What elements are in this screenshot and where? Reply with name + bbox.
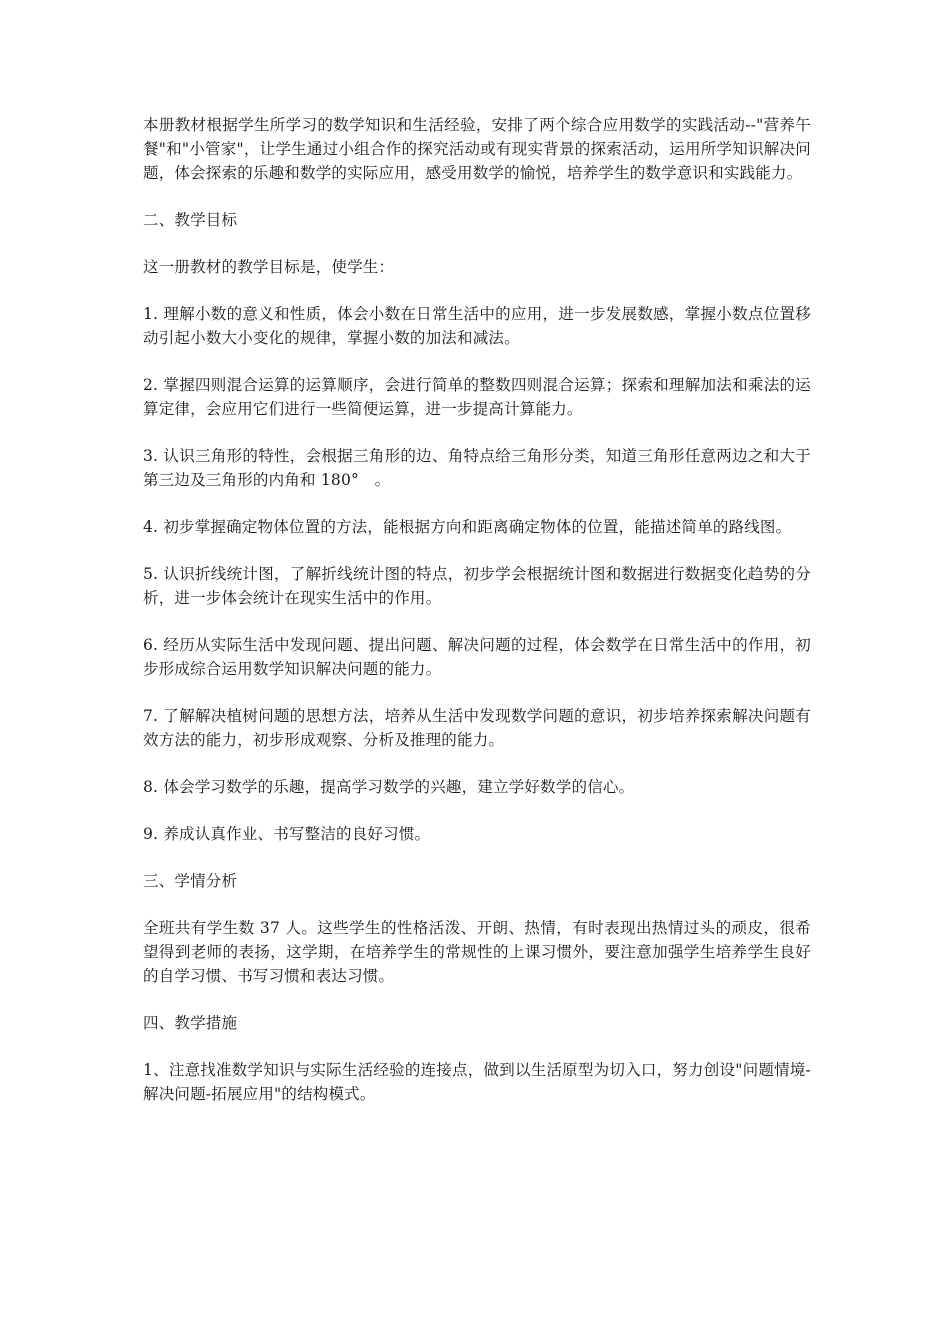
section-heading-teaching-measures: 四、教学措施 <box>143 1014 238 1032</box>
measure-item-1: 1、注意找准数学知识与实际生活经验的连接点，做到以生活原型为切入口，努力创设"问题情境-解决问题-拓展应用"的结构模式。 <box>143 1061 811 1103</box>
section-heading-student-analysis: 三、学情分析 <box>143 872 238 890</box>
goals-lead-paragraph: 这一册教材的教学目标是，使学生： <box>143 258 395 276</box>
goal-item-8: 8. 体会学习数学的乐趣，提高学习数学的兴趣，建立学好数学的信心。 <box>143 778 635 796</box>
intro-paragraph: 本册教材根据学生所学习的数学知识和生活经验，安排了两个综合应用数学的实践活动--"营养午餐"和"小管家"，让学生通过小组合作的探究活动或有现实背景的探索活动，运用所学知识解决问题，体会探索的乐趣和数学的实际应用，感受用数学的愉悦，培养学生的数学意识和实践能力。 <box>143 116 811 182</box>
goal-item-3: 3. 认识三角形的特性，会根据三角形的边、角特点给三角形分类，知道三角形任意两边之和大于第三边及三角形的内角和 180° 。 <box>143 447 811 489</box>
section-heading-teaching-goals: 二、教学目标 <box>143 211 238 229</box>
document-page <box>143 113 811 1129</box>
student-analysis-paragraph: 全班共有学生数 37 人。这些学生的性格活泼、开朗、热情，有时表现出热情过头的顽皮，很希望得到老师的表扬，这学期，在培养学生的常规性的上课习惯外，要注意加强学生培养学生良好的自学习惯、书写习惯和表达习惯。 <box>143 919 811 985</box>
goal-item-2: 2. 掌握四则混合运算的运算顺序，会进行简单的整数四则混合运算；探索和理解加法和乘法的运算定律，会应用它们进行一些简便运算，进一步提高计算能力。 <box>143 376 811 418</box>
goal-item-4: 4. 初步掌握确定物体位置的方法，能根据方向和距离确定物体的位置，能描述简单的路线图。 <box>143 518 792 536</box>
goal-item-9: 9. 养成认真作业、书写整洁的良好习惯。 <box>143 825 431 843</box>
goal-item-5: 5. 认识折线统计图，了解折线统计图的特点，初步学会根据统计图和数据进行数据变化趋势的分析，进一步体会统计在现实生活中的作用。 <box>143 565 811 607</box>
goal-item-6: 6. 经历从实际生活中发现问题、提出问题、解决问题的过程，体会数学在日常生活中的作用，初步形成综合运用数学知识解决问题的能力。 <box>143 636 811 678</box>
goal-item-7: 7. 了解解决植树问题的思想方法，培养从生活中发现数学问题的意识，初步培养探索解决问题有效方法的能力，初步形成观察、分析及推理的能力。 <box>143 707 811 749</box>
goal-item-1: 1. 理解小数的意义和性质，体会小数在日常生活中的应用，进一步发展数感，掌握小数点位置移动引起小数大小变化的规律，掌握小数的加法和减法。 <box>143 305 811 347</box>
